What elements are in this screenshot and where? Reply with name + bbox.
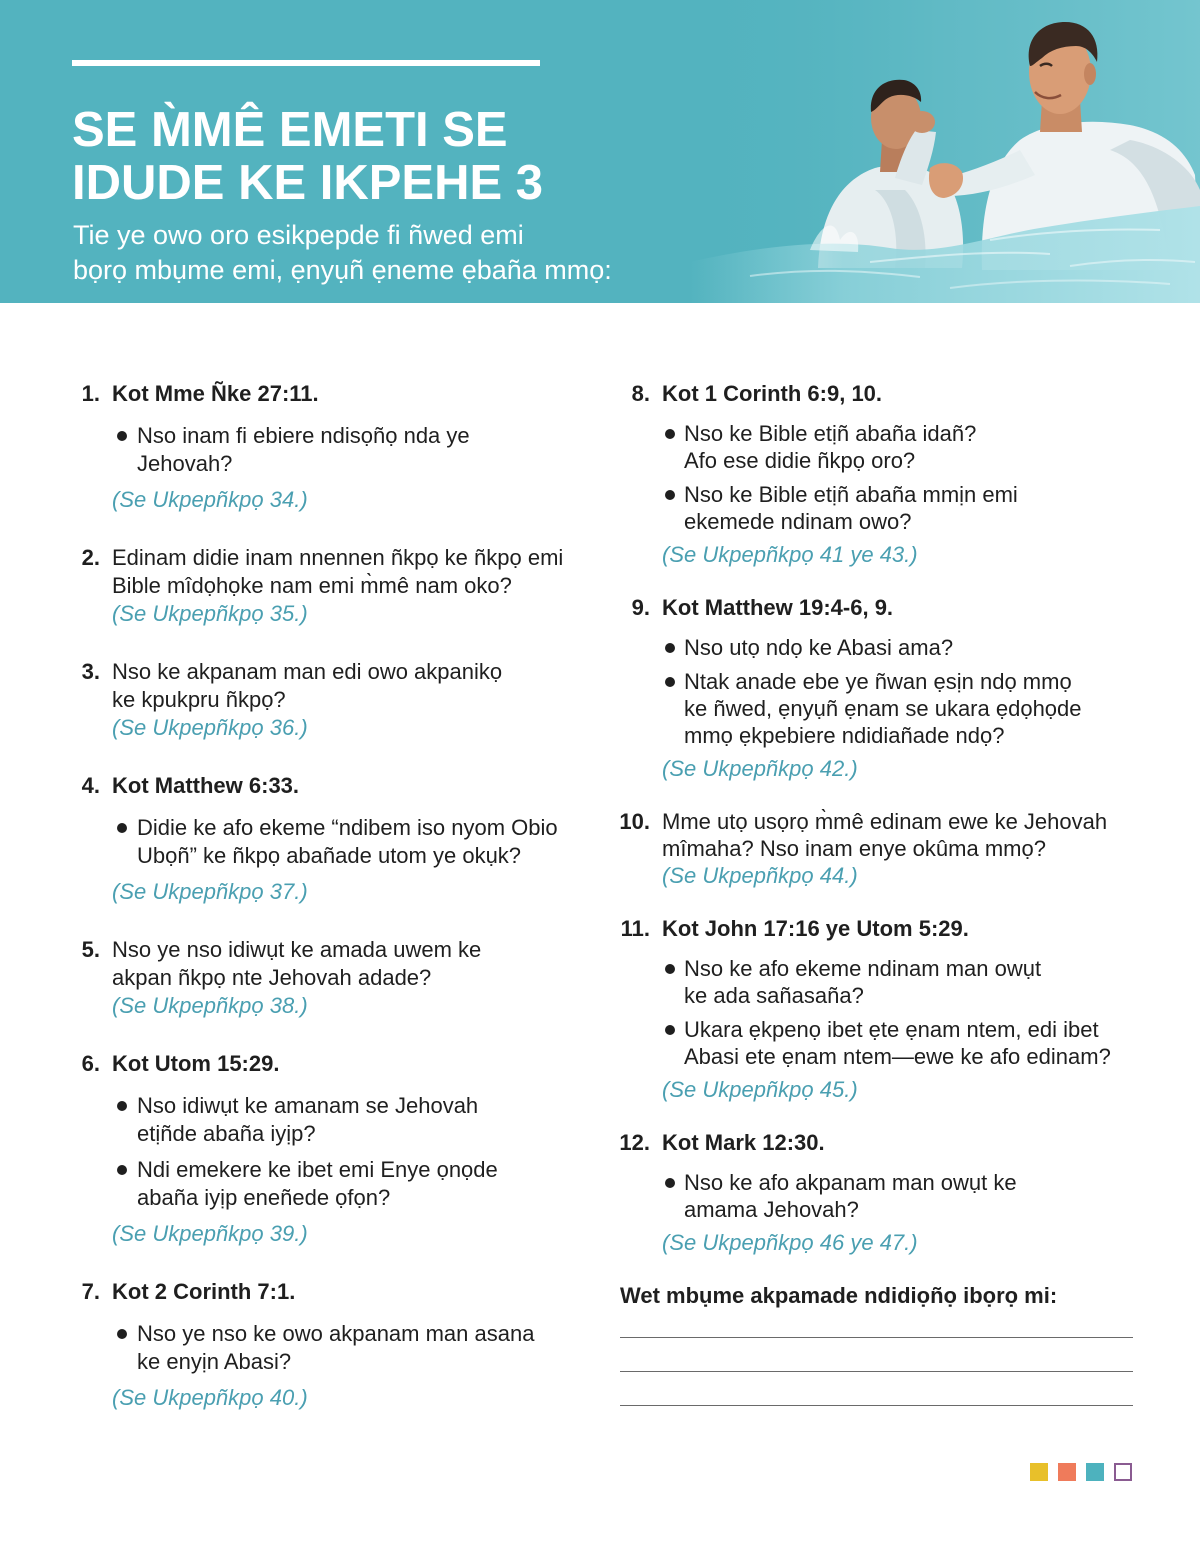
bullet-item: [662, 481, 1185, 535]
question-6: [60, 1050, 615, 1248]
bullet-icon: [665, 1025, 675, 1035]
question-8: [610, 380, 1185, 568]
bullet-list: [662, 420, 1185, 535]
bullet-item: [112, 1156, 615, 1212]
lesson-reference: (Se Ukpepñkpọ 35.): [112, 601, 308, 626]
question-number: 10.: [619, 809, 650, 834]
scripture-heading: Kot Mme Ñke 27:11.: [112, 381, 319, 406]
bullet-item: [662, 634, 1185, 661]
yellow-square-icon: [1030, 1463, 1048, 1481]
writing-line: [620, 1371, 1133, 1372]
lesson-reference: (Se Ukpepñkpọ 38.): [112, 993, 308, 1018]
bullet-item: [662, 668, 1185, 749]
bullet-text: Nso ke Bible etịñ abaña mmịn emi ekemede ndinam owo?: [684, 482, 1018, 534]
scripture-heading: Kot Mark 12:30.: [662, 1130, 825, 1155]
scripture-heading: Kot Utom 15:29.: [112, 1051, 280, 1076]
baptizer-ear: [1084, 63, 1096, 85]
bullet-item: [662, 1169, 1185, 1223]
bullet-text: Nso ke afo ekeme ndinam man owụt ke ada sañasaña?: [684, 956, 1042, 1008]
scripture-heading: Kot John 17:16 ye Utom 5:29.: [662, 916, 969, 941]
question-text: Mme utọ usọrọ m̀mê edinam ewe ke Jehovah mîmaha? Nso inam enye okûma mmọ?: [662, 809, 1108, 861]
lesson-reference: (Se Ukpepñkpọ 40.): [112, 1385, 308, 1410]
bullet-list: [112, 422, 615, 478]
lesson-reference: (Se Ukpepñkpọ 44.): [662, 863, 858, 888]
lesson-reference: (Se Ukpepñkpọ 34.): [112, 487, 308, 512]
teal-square-icon: [1086, 1463, 1104, 1481]
bullet-icon: [665, 1178, 675, 1188]
question-7: [60, 1278, 615, 1412]
bullet-item: [662, 955, 1185, 1009]
question-text: Nso ke akpanam man edi owo akpanikọ ke kpukpru ñkpọ?: [112, 659, 503, 712]
notes-section: [610, 1282, 1185, 1406]
bullet-item: [112, 814, 615, 870]
bullet-icon: [665, 677, 675, 687]
notes-prompt: Wet mbụme akpamade ndidiọñọ ibọrọ mi:: [620, 1283, 1058, 1308]
purple-outline-square-icon: [1114, 1463, 1132, 1481]
question-4: [60, 772, 615, 906]
bullet-icon: [665, 964, 675, 974]
question-number: 4.: [81, 773, 100, 798]
question-number: 1.: [81, 381, 100, 406]
bullet-icon: [117, 1101, 127, 1111]
question-number: 3.: [81, 659, 100, 684]
question-1: [60, 380, 615, 514]
right-column: [610, 380, 1185, 1406]
writing-line: [620, 1405, 1133, 1406]
bullet-icon: [117, 1329, 127, 1339]
page-title: SE M̀MÊ EMETI SE IDUDE KE IKPEHE 3: [72, 103, 544, 210]
scripture-heading: Kot Matthew 19:4-6, 9.: [662, 595, 894, 620]
bullet-icon: [665, 429, 675, 439]
writing-line: [620, 1337, 1133, 1338]
bullet-item: [112, 1320, 615, 1376]
bullet-list: [112, 1320, 615, 1376]
lesson-reference: (Se Ukpepñkpọ 37.): [112, 879, 308, 904]
scripture-heading: Kot Matthew 6:33.: [112, 773, 300, 798]
question-number: 5.: [81, 937, 100, 962]
question-10: [610, 808, 1185, 889]
bullet-icon: [117, 1165, 127, 1175]
left-column: [60, 380, 615, 1442]
bullet-text: Ukara ẹkpenọ ibet ẹte ẹnam ntem, edi ibet Abasi ete ẹnam ntem—ewe ke afo edinam?: [684, 1017, 1111, 1069]
bullet-text: Nso inam fi ebiere ndisọñọ nda ye Jehovah?: [137, 423, 470, 476]
question-text: Nso ye nso idiwụt ke amada uwem ke akpan ñkpọ nte Jehovah adade?: [112, 937, 482, 990]
bullet-list: [662, 1169, 1185, 1223]
question-number: 11.: [620, 916, 650, 941]
bullet-list: [662, 955, 1185, 1070]
lesson-reference: (Se Ukpepñkpọ 41 ye 43.): [662, 542, 918, 567]
question-number: 2.: [81, 545, 100, 570]
page-subtitle: Tie ye owo oro esikpepde fi ñwed emi bọrọ mbụme emi, ẹnyụñ ẹneme ẹbaña mmọ:: [73, 220, 612, 285]
bullet-text: Nso ke afo akpanam man owụt ke amama Jehovah?: [684, 1170, 1017, 1222]
lesson-reference: (Se Ukpepñkpọ 46 ye 47.): [662, 1230, 918, 1255]
header-banner: [0, 0, 1200, 303]
bullet-item: [662, 420, 1185, 474]
bullet-text: Nso idiwụt ke amanam se Jehovah etịñde abaña iyịp?: [137, 1093, 479, 1146]
question-number: 12.: [619, 1130, 650, 1155]
header-rule: [72, 60, 540, 66]
bullet-text: Nso ke Bible etịñ abaña idañ? Afo ese didie ñkpọ oro?: [684, 421, 977, 473]
question-number: 8.: [631, 381, 650, 406]
lesson-reference: (Se Ukpepñkpọ 39.): [112, 1221, 308, 1246]
baptism-illustration: [690, 0, 1200, 303]
question-number: 6.: [81, 1051, 100, 1076]
scripture-heading: Kot 1 Corinth 6:9, 10.: [662, 381, 883, 406]
bullet-item: [112, 422, 615, 478]
bullet-list: [112, 1092, 615, 1212]
question-3: [60, 658, 615, 742]
coral-square-icon: [1058, 1463, 1076, 1481]
question-5: [60, 936, 615, 1020]
bullet-icon: [665, 490, 675, 500]
question-number: 9.: [631, 595, 650, 620]
bullet-icon: [117, 823, 127, 833]
bullet-icon: [665, 643, 675, 653]
question-9: [610, 594, 1185, 782]
decorative-squares: [1030, 1463, 1132, 1481]
bullet-text: Nso ye nso ke owo akpanam man asana ke enyịn Abasi?: [137, 1321, 535, 1374]
lesson-reference: (Se Ukpepñkpọ 36.): [112, 715, 308, 740]
lesson-reference: (Se Ukpepñkpọ 45.): [662, 1077, 858, 1102]
question-12: [610, 1129, 1185, 1256]
bullet-item: [662, 1016, 1185, 1070]
question-text: Edinam didie inam nnennen ñkpọ ke ñkpọ emi Bible mîdọhọke nam emi m̀mê nam oko?: [112, 545, 564, 598]
bullet-text: Ntak anade ebe ye ñwan ẹsịn ndọ mmọ ke ñwed, ẹnyụñ ẹnam se ukara ẹdọhọde mmọ ẹkpebiere ndidiañade ndọ?: [684, 669, 1082, 748]
bullet-list: [662, 634, 1185, 749]
bullet-text: Ndi emekere ke ibet emi Enye ọnọde abaña iyịp eneñede ọfọn?: [137, 1157, 498, 1210]
question-11: [610, 915, 1185, 1103]
bullet-text: Didie ke afo ekeme “ndibem iso nyom Obio Ubọñ” ke ñkpọ abañade utom ye okụk?: [137, 815, 558, 868]
bullet-item: [112, 1092, 615, 1148]
question-2: [60, 544, 615, 628]
question-number: 7.: [81, 1279, 100, 1304]
bullet-icon: [117, 431, 127, 441]
baptized-hand: [909, 111, 935, 133]
bullet-list: [112, 814, 615, 870]
bullet-text: Nso utọ ndọ ke Abasi ama?: [684, 635, 954, 660]
scripture-heading: Kot 2 Corinth 7:1.: [112, 1279, 296, 1304]
lesson-reference: (Se Ukpepñkpọ 42.): [662, 756, 858, 781]
